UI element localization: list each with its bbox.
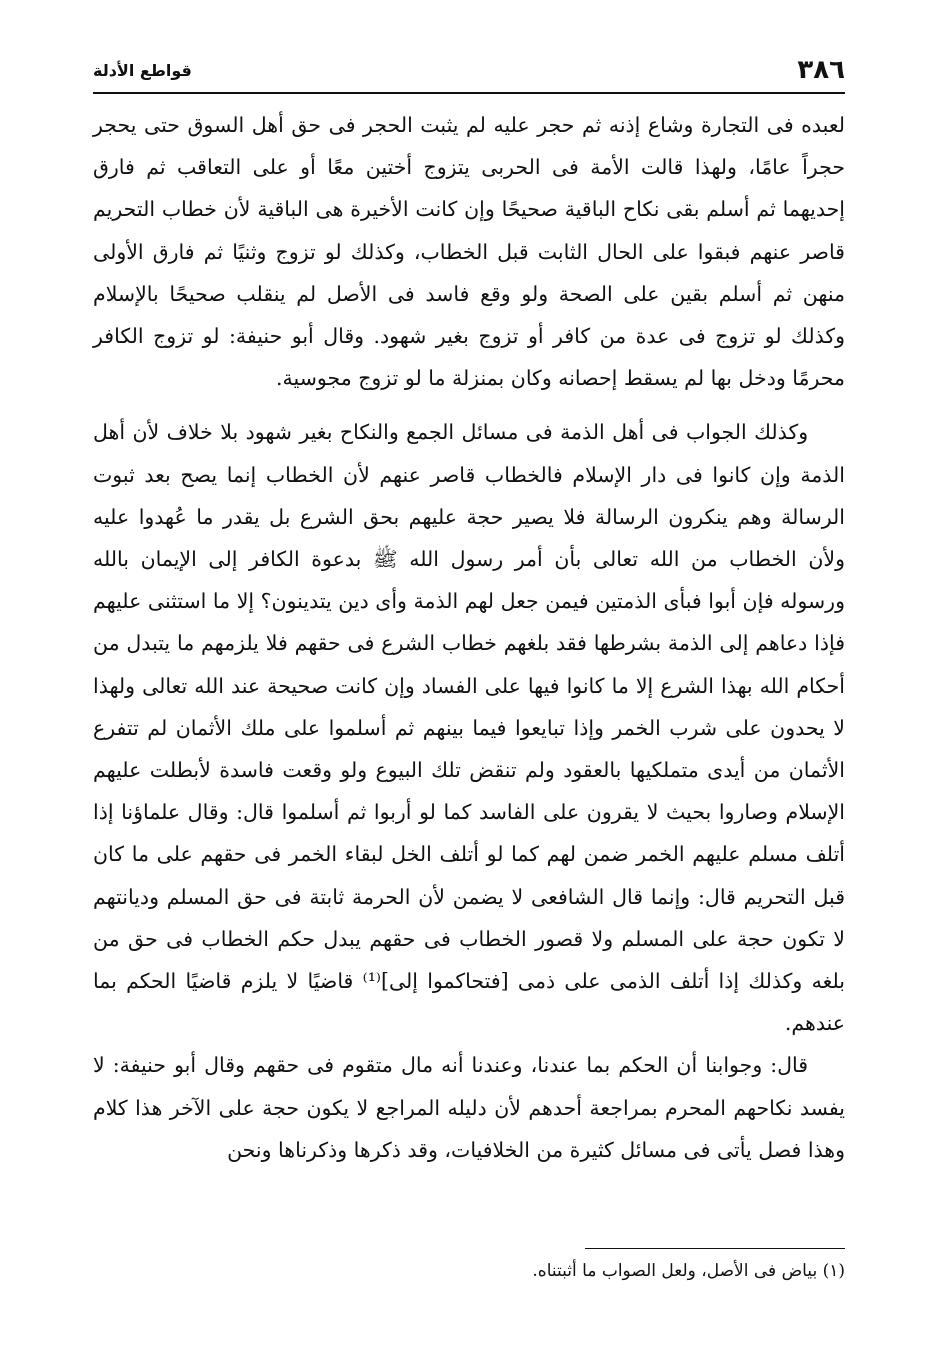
header-rule [93, 92, 845, 94]
body-text [93, 104, 845, 1171]
footnote: (١) بياض فى الأصل، ولعل الصواب ما أثبتناه. [532, 1261, 845, 1281]
page-header [93, 50, 845, 90]
paragraph-1: لعبده فى التجارة وشاع إذنه ثم حجر عليه لم يثبت الحجر فى حق أهل السوق حتى يحجر حجراً عامًا، ولهذا قالت الأمة فى الحربى يتزوج أختين معًا أو على التعاقب ثم فارق إحديهما ثم أسلم بقى نكاح الباقية صحيحًا وإن كانت الأخيرة هى الباقية لأن خطاب التحريم قاصر عنهم فبقوا على الحال الثابت قبل الخطاب، وكذلك لو تزوج وثنيًا ثم فارق الأولى منهن ثم أسلم بقين على الصحة ولو وقع فاسد فى الأصل لم ينقلب صحيحًا بالإسلام وكذلك لو تزوج فى عدة من كافر أو تزوج بغير شهود. وقال أبو حنيفة: لو تزوج الكافر محرمًا ودخل بها لم يسقط إحصانه وكان بمنزلة ما لو تزوج مجوسية. [93, 113, 845, 391]
running-title: قواطع الأدلة [93, 60, 192, 80]
paragraph-3: قال: وجوابنا أن الحكم بما عندنا، وعندنا أنه مال متقوم فى حقهم وقال أبو حنيفة: لا يفسد نكاحهم المحرم بمراجعة أحدهم لأن دليله المراجع لا يكون حجة على الآخر هذا كلام وهذا فصل يأتى فى مسائل كثيرة من الخلافيات، وقد ذكرها وذكرناها ونحن [93, 1053, 845, 1162]
footnote-rule [585, 1248, 845, 1249]
paragraph-2: وكذلك الجواب فى أهل الذمة فى مسائل الجمع والنكاح بغير شهود بلا خلاف لأن أهل الذمة وإن كانوا فى دار الإسلام فالخطاب قاصر عنهم لأن الخطاب إنما يصح بعد ثبوت الرسالة وهم ينكرون الرسالة فلا يصير حجة عليهم بحق الشرع بل يقدر ما عُهدوا عليه ولأن الخطاب من الله تعالى بأن أمر رسول الله ﷺ بدعوة الكافر إلى الإيمان بالله ورسوله فإن أبوا فبأى الذمتين فيمن جعل لهم الذمة وأى دين يتدينون؟ إلا ما استثنى عليهم فإذا دعاهم إلى الذمة بشرطها فقد بلغهم خطاب الشرع فى حقهم فلا يلزمهم ما يتبدل من أحكام الله بهذا الشرع إلا ما كانوا فيها على الفساد وإن كانت صحيحة عند الله تعالى ولهذا لا يحدون على شرب الخمر وإذا تبايعوا فيما بينهم ثم أسلموا على ملك الأثمان لم تتفرع الأثمان من أيدى متملكيها بالعقود ولم تنقض تلك البيوع ولو وقعت فاسدة لأبطلت عليهم الإسلام وصاروا بحيث لا يقرون على الفاسد كما لو أربوا ثم أسلموا قال: وقال علماؤنا إذا أتلف مسلم عليهم الخمر ضمن لهم كما لو أتلف الخل لبقاء الخمر فى حقهم على ما كان قبل التحريم قال: وإنما قال الشافعى لا يضمن لأن الحرمة ثابتة فى حق المسلم وديانتهم لا تكون حجة على المسلم ولا قصور الخطاب فى حقهم يبدل حكم الخطاب فى حق من بلغه وكذلك إذا أتلف الذمى على ذمى [فتحاكموا إلى]⁽¹⁾ قاضيًا لا يلزم قاضيًا الحكم بما عندهم. [93, 420, 845, 1036]
page-number: ٣٨٦ [797, 55, 845, 85]
